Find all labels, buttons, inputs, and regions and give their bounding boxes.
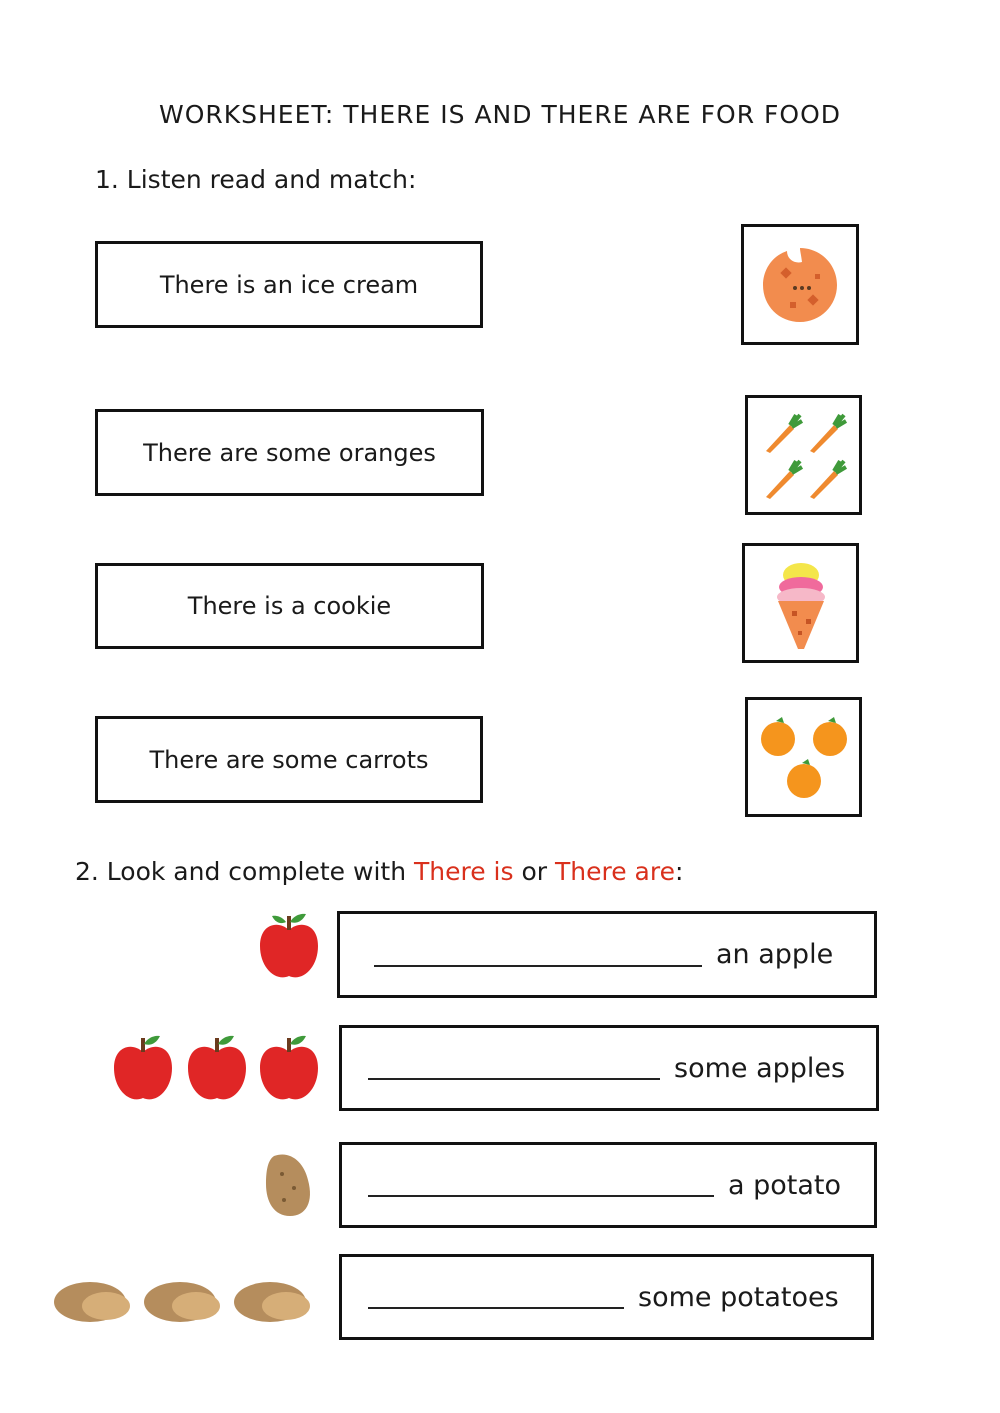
fill-text-3: a potato (728, 1169, 842, 1201)
answer-blank-4[interactable] (368, 1285, 624, 1309)
fill-text-4: some potatoes (638, 1281, 839, 1313)
carrots-icon (756, 407, 852, 503)
sentence-box-3[interactable]: There is a cookie (95, 563, 484, 649)
picture-box-ice-cream[interactable] (742, 543, 859, 663)
three-potatoes-icon (52, 1276, 316, 1328)
picture-box-cookie[interactable] (741, 224, 859, 345)
fill-box-some-potatoes[interactable] (339, 1254, 874, 1340)
worksheet-title: WORKSHEET: THERE IS AND THERE ARE FOR FOOD (158, 100, 842, 129)
section2-heading (75, 857, 683, 886)
answer-blank-3[interactable] (368, 1173, 714, 1197)
cookie-icon (757, 242, 843, 328)
option-there-is: There is (414, 857, 514, 886)
fill-box-a-potato[interactable] (339, 1142, 877, 1228)
picture-box-oranges[interactable] (745, 697, 862, 817)
section1-heading: 1. Listen read and match: (95, 165, 417, 194)
heading-prefix: 2. Look and complete with (75, 857, 414, 886)
three-apples-icon (112, 1030, 322, 1106)
fill-box-some-apples[interactable] (339, 1025, 879, 1111)
picture-box-carrots[interactable] (745, 395, 862, 515)
sentence-box-4[interactable]: There are some carrots (95, 716, 483, 803)
fill-box-an-apple[interactable] (337, 911, 877, 998)
answer-blank-2[interactable] (368, 1056, 660, 1080)
sentence-box-1[interactable]: There is an ice cream (95, 241, 483, 328)
ice-cream-icon (766, 555, 836, 651)
oranges-icon (754, 707, 854, 807)
heading-middle: or (513, 857, 555, 886)
potato-icon (260, 1150, 318, 1220)
fill-text-2: some apples (674, 1052, 846, 1084)
option-there-are: There are (555, 857, 675, 886)
sentence-box-2[interactable]: There are some oranges (95, 409, 484, 496)
answer-blank-1[interactable] (374, 943, 702, 967)
heading-suffix: : (674, 857, 684, 886)
apple-icon (256, 910, 322, 984)
fill-text-1: an apple (716, 939, 834, 970)
